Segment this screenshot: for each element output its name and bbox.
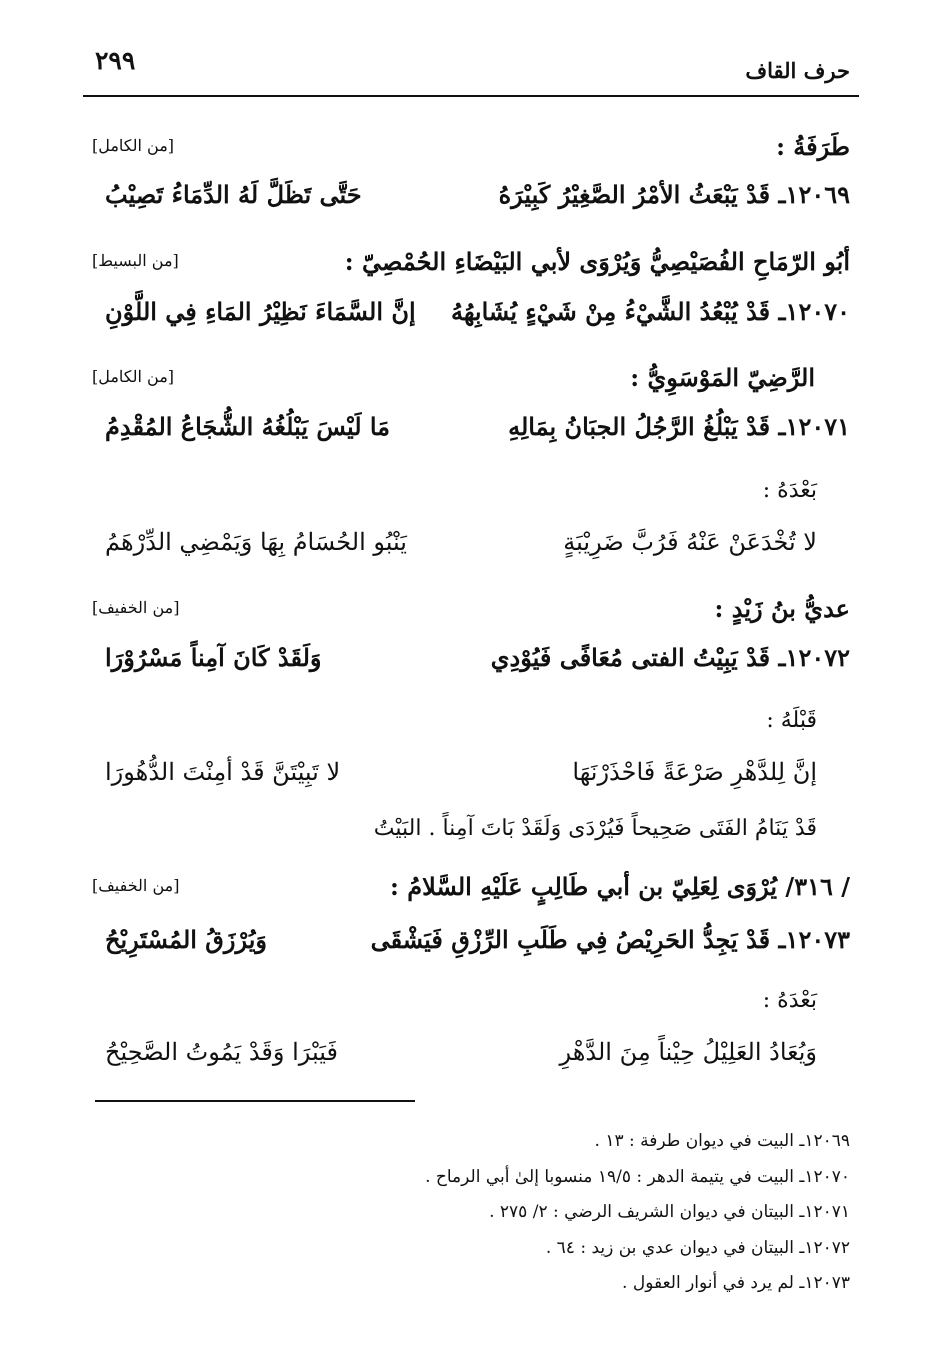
verse-number: ١٢٠٦٩ـ xyxy=(778,180,850,209)
verse-first-hemistich xyxy=(491,643,850,672)
extra-verse-line xyxy=(105,528,817,574)
poet-name: عديُّ بنُ زَيْدٍ : xyxy=(714,594,850,623)
poet-line xyxy=(92,128,850,172)
after-label: بَعْدَهُ : xyxy=(762,478,817,503)
poet-name: أبُو الرّمَاحِ الفُصَيْصِيُّ وَيُرْوَى لأبي البَيْضَاءِ الحُمْصِيّ : xyxy=(344,247,850,276)
verse-first-hemistich xyxy=(371,925,850,954)
poet-line xyxy=(92,359,850,403)
hemistich-text: قَدْ يَبْلُغُ الرَّجُلُ الجبَانُ بِمَالِهِ xyxy=(508,412,771,441)
poet-name: الرَّضِيّ المَوْسَوِيُّ : xyxy=(630,363,815,392)
meter-label: [من الخفيف] xyxy=(92,876,180,895)
verse-second-hemistich: وَيُرْزَقُ المُسْتَرِيْحُ xyxy=(105,925,267,954)
verse-second-hemistich: يَنْبُو الحُسَامُ بِهَا وَيَمْضِي الدِّرْهَمُ xyxy=(105,528,407,556)
verse-first-hemistich: لا تُخْدَعَنْ عَنْهُ فَرُبَّ ضَرِيْبَةٍ xyxy=(563,528,817,556)
meter-label: [من الكامل] xyxy=(92,367,175,386)
verse-number: ١٢٠٧٠ـ xyxy=(778,297,850,326)
verse-line xyxy=(105,180,850,226)
footnote-divider xyxy=(95,1100,415,1102)
hemistich-text: قَدْ يَبْعَثُ الأمْرُ الصَّغِيْرُ كَبِيْرَهُ xyxy=(498,180,771,209)
verse-second-hemistich: إنَّ السَّمَاءَ نَظِيْرُ المَاءِ فِي اللَّوْنِ xyxy=(105,297,416,326)
header-divider xyxy=(83,95,859,97)
hemistich-text: قَدْ يَجِدُّ الحَرِيْصُ فِي طَلَبِ الرِّزْقِ فَيَشْقَى xyxy=(370,925,771,954)
meter-label: [من الخفيف] xyxy=(92,598,180,617)
footnote: ١٢٠٧٣ـ لم يرد في أنوار العقول . xyxy=(622,1273,850,1293)
verse-number: ١٢٠٧٣ـ xyxy=(778,925,850,954)
footnote: ١٢٠٦٩ـ البيت في ديوان طرفة : ١٣ . xyxy=(594,1131,850,1151)
running-header-chapter: حرف القاف xyxy=(745,58,850,83)
verse-first-hemistich: وَيُعَادُ العَلِيْلُ حِيْناً مِنَ الدَّهْرِ xyxy=(559,1038,817,1066)
verse-first-hemistich xyxy=(499,180,850,209)
verse-second-hemistich: لا تَبِيْتَنَّ قَدْ أمِنْتَ الدُّهُورَا xyxy=(105,758,341,786)
hemistich-text: قَدْ يَبِيْتُ الفتى مُعَافًى فَيُوْدِي xyxy=(490,643,771,672)
poet-name: طَرَفَةُ : xyxy=(776,132,850,161)
poet-line xyxy=(92,868,850,912)
prose-note: قَدْ يَنَامُ الفَتَى صَحِيحاً فَيُرْدَى وَلَقَدْ بَاتَ آمِناً . البَيْتُ xyxy=(373,816,817,841)
poet-line xyxy=(92,243,850,287)
page-number: ٢٩٩ xyxy=(95,46,136,75)
verse-second-hemistich: فَيَبْرَا وَقَدْ يَمُوتُ الصَّحِيْحُ xyxy=(105,1038,338,1066)
verse-number: ١٢٠٧١ـ xyxy=(778,412,850,441)
verse-number: ١٢٠٧٢ـ xyxy=(778,643,850,672)
meter-label: [من الكامل] xyxy=(92,136,175,155)
verse-line xyxy=(105,297,850,343)
hemistich-text: قَدْ يُبْعُدُ الشَّيْءُ مِنْ شَيْءٍ يُشَابِهُهُ xyxy=(450,297,771,326)
verse-second-hemistich: مَا لَيْسَ يَبْلُغُهُ الشُّجَاعُ المُقْدِمُ xyxy=(105,412,391,441)
footnote: ١٢٠٧٠ـ البيت في يتيمة الدهر : ١٩/٥ منسوبا إلىٰ أبي الرماح . xyxy=(425,1166,850,1187)
footnotes xyxy=(90,1124,850,1302)
verse-second-hemistich: حَتَّى تَظَلَّ لَهُ الدِّمَاءُ تَصِيْبُ xyxy=(105,180,362,209)
verse-line xyxy=(105,925,850,971)
verse-first-hemistich: إنَّ لِلدَّهْرِ صَرْعَةً فَاحْذَرْنَهَا xyxy=(572,758,817,786)
before-label: قَبْلَهُ : xyxy=(766,708,817,733)
verse-line xyxy=(105,643,850,689)
verse-line xyxy=(105,412,850,458)
after-label: بَعْدَهُ : xyxy=(762,988,817,1013)
poet-line xyxy=(92,590,850,634)
meter-label: [من البسيط] xyxy=(92,251,179,270)
footnote: ١٢٠٧٢ـ البيتان في ديوان عدي بن زيد : ٦٤ . xyxy=(545,1237,850,1258)
verse-first-hemistich xyxy=(451,297,850,326)
verse-first-hemistich xyxy=(508,412,850,441)
verse-second-hemistich: وَلَقَدْ كَانَ آمِناً مَسْرُوْرَا xyxy=(105,643,322,672)
footnote: ١٢٠٧١ـ البيتان في ديوان الشريف الرضي : ٢/ ٢٧٥ . xyxy=(489,1202,850,1222)
extra-verse-line xyxy=(105,1038,817,1084)
poet-name: / ٣١٦/ يُرْوَى لِعَلِيّ بن أبي طَالِبٍ عَلَيْهِ السَّلامُ : xyxy=(390,872,850,901)
extra-verse-line xyxy=(105,758,817,804)
